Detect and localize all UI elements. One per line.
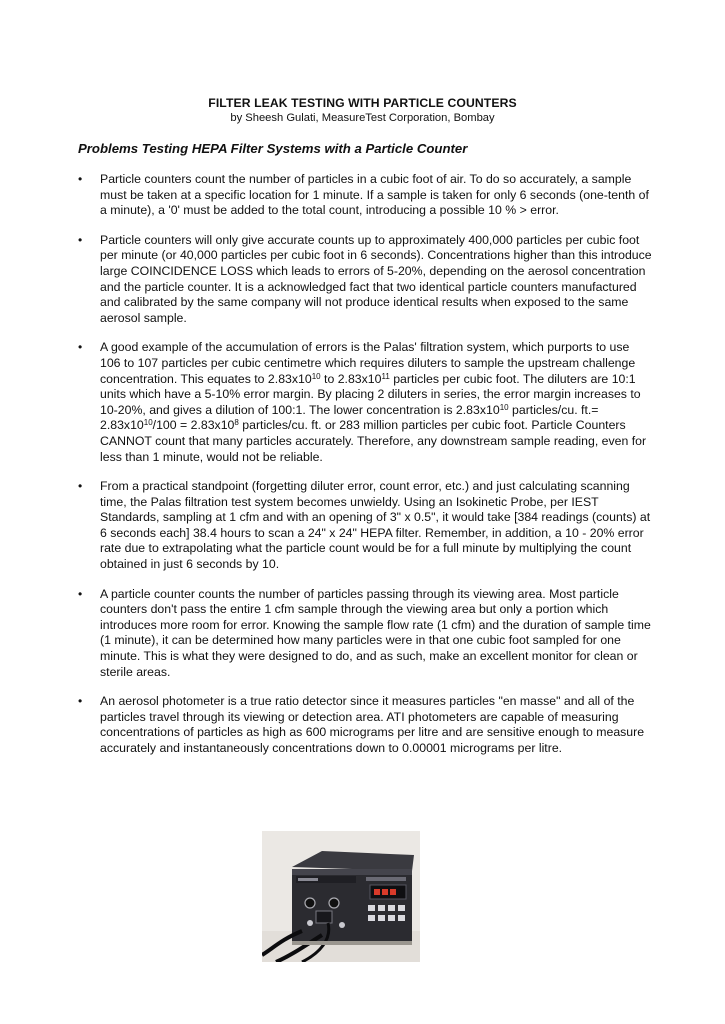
text-run: particles/cu. ft. or 283 million particles per cubic foot. Particle Counters CANNOT count that many particles accurately. Therefore, any downstream sample reading, even for less than 1 minute, would not be reliable. [100,418,647,464]
document-title: FILTER LEAK TESTING WITH PARTICLE COUNTERS [208,96,517,110]
text-run: A good example of the accumulation of errors is the Palas' filtration system, which purports to use 106 to 107 particles per cubic centimetre which requires diluters to sample the upstream challenge concentration. This equates to 2.83x10 [100,340,636,386]
bullet-icon: • [78,479,83,494]
list-item [78,479,653,573]
text-run: to 2.83x10 [320,371,382,386]
bullet-text: From a practical standpoint (forgetting diluter error, count error, etc.) and just calculating scanning time, the Palas filtration test system becomes unwieldy. Using an Isokinetic Probe, per IEST Standards, sampling at 1 cfm and with an opening of 3" x 0.5", it would take [384 readings (counts) at 6 seconds each] 38.4 hours to scan a 24" x 24" HEPA filter. Remember, in addition, a 10 - 20% error rate due to extrapolating what the particle count would be for a full minute by multiplying the count obtained in just 6 seconds by 10. [100,479,651,572]
section-heading: Problems Testing HEPA Filter Systems with a Particle Counter [78,141,468,156]
list-item [78,233,653,327]
document-byline: by Sheesh Gulati, MeasureTest Corporation, Bombay [230,112,495,124]
list-item [78,172,653,219]
list-item [78,694,653,756]
aerosol-photometer-photo [262,831,420,962]
bullet-icon: • [78,586,83,601]
superscript: 10 [311,371,321,381]
text-run: particles/cu. ft.= 2.83x10 [100,402,599,433]
superscript: 8 [234,418,239,428]
bullet-text: Particle counters count the number of particles in a cubic foot of air. To do so accurately, a sample must be taken at a specific location for 1 minute. If a sample is taken for only 6 seconds (one-tenth of a minute), a '0' must be added to the total count, introducing a possible 10 % > error. [100,172,649,218]
superscript: 11 [381,371,390,381]
bullet-icon: • [78,340,83,355]
bullet-icon: • [78,694,83,709]
bullet-text: Particle counters will only give accurate counts up to approximately 400,000 particles per cubic foot per minute (or 40,000 particles per cubic foot in 6 seconds). Concentrations higher than this introduce large COINCIDENCE LOSS which leads to errors of 5-20%, depending on the aerosol concentration and the particle counter. It is a acknowledged fact that two identical particle counters manufactured and calibrated by the same company will not produce identical results when exposed to the same aerosol sample. [100,232,652,325]
list-item [78,587,653,681]
superscript: 10 [143,418,153,428]
text-run: /100 = 2.83x10 [152,418,235,433]
bullet-text: An aerosol photometer is a true ratio detector since it measures particles "en masse" and all of the particles travel through its viewing or detection area. ATI photometers are capable of measuring concentrations of particles as high as 600 micrograms per litre and are sensitive enough to measure accurately and instantaneously concentrations down to 0.00001 micrograms per litre. [100,694,645,755]
aerosol-photometer-instrument-icon [262,831,420,962]
bullet-text: A particle counter counts the number of particles passing through its viewing area. Most particle counters don't pass the entire 1 cfm sample through the viewing area but only a portion which introduces more room for error. Knowing the sample flow rate (1 cfm) and the duration of sample time (1 minute), it can be determined how many particles were in that one cubic foot sampled for one minute. This is what they were designed to do, and as such, make an excellent monitor for clean or sterile areas. [100,586,651,679]
list-item [78,340,653,465]
bullet-list [78,172,653,771]
bullet-icon: • [78,172,83,186]
bullet-text [100,340,653,465]
superscript: 10 [499,402,509,412]
text-run: particles per cubic foot. The diluters are 10:1 units which have a 5-10% error margin. By placing 2 diluters in series, the error margin increases to 10-20%, and gives a dilution of 100:1. The lower concentration is 2.83x10 [100,371,641,417]
bullet-icon: • [78,232,83,247]
